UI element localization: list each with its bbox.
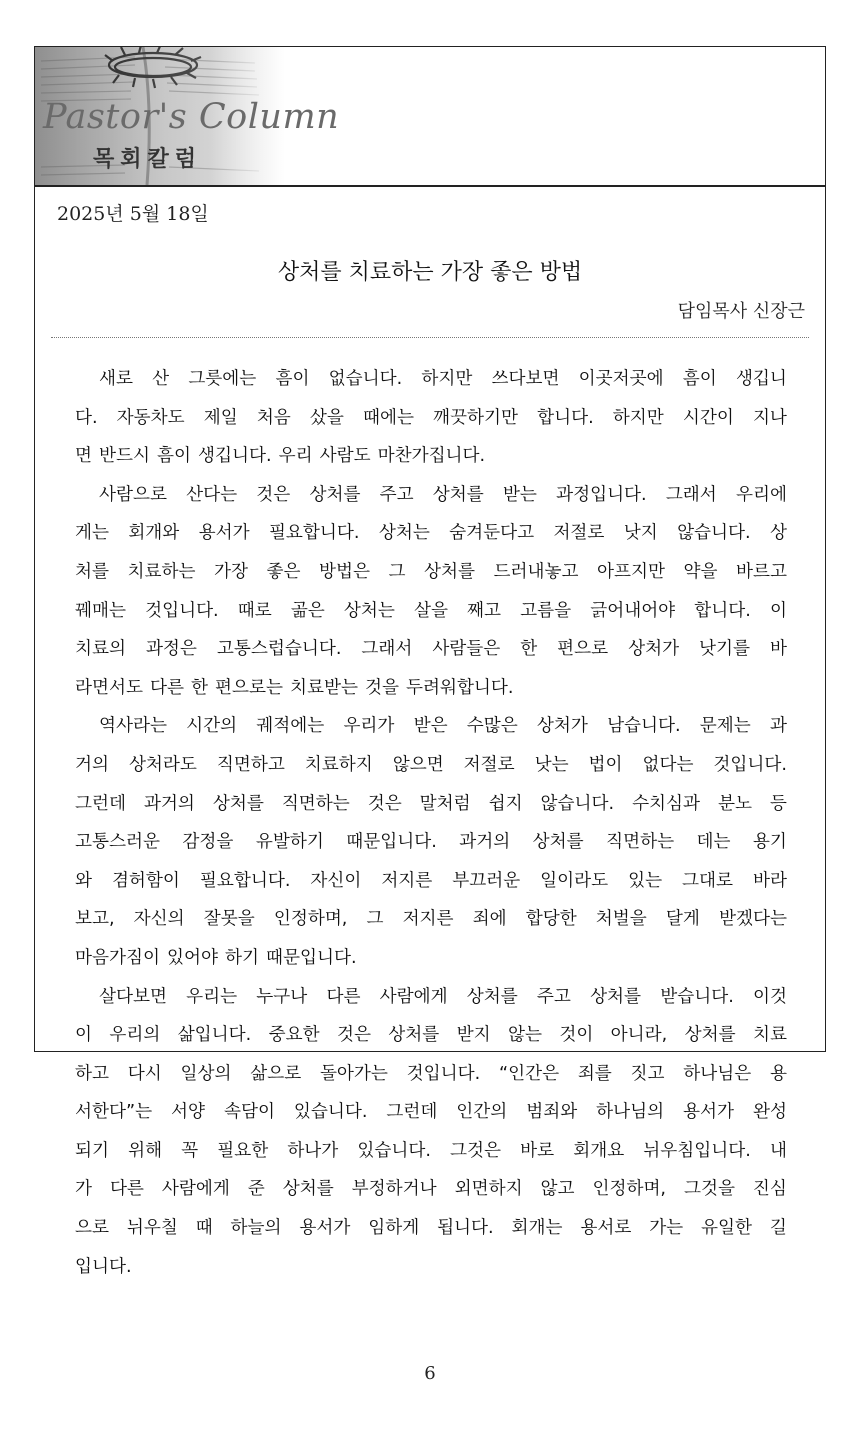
article-word: 때	[195, 1218, 213, 1239]
article-line	[75, 823, 787, 862]
article-word: 직면하고	[216, 754, 285, 775]
article-word: 좋은	[266, 561, 301, 582]
article-word: 상처를	[684, 1025, 736, 1046]
article-word: 낫지	[623, 523, 658, 544]
article-word: 주고	[379, 484, 414, 505]
article-word: 가장	[213, 561, 248, 582]
article-word: 한	[520, 639, 538, 660]
article-word: 삶으로	[250, 1063, 302, 1084]
article-word: 필요한	[217, 1140, 269, 1161]
article-word: 것은	[367, 793, 402, 814]
article-word: 다른	[109, 1179, 144, 1200]
article-word: 가는	[649, 1218, 684, 1239]
article-word: 죄를	[577, 1063, 612, 1084]
article-word: 회개요	[573, 1140, 625, 1161]
article-word: 회개는	[511, 1218, 563, 1239]
article-line	[75, 1248, 787, 1287]
article-word: 직면하는	[606, 832, 675, 853]
article-word: 상처가	[628, 639, 680, 660]
article-word: 있습니다.	[293, 1102, 368, 1123]
article-word: 죄에	[472, 909, 507, 930]
article-word: 외면하지	[454, 1179, 523, 1200]
article-word: 그래서	[665, 484, 717, 505]
article-word: 때문입니다.	[265, 947, 357, 968]
article-word: 이	[769, 600, 787, 621]
article-word: 째고	[467, 600, 502, 621]
article-word: 사람에게	[161, 1179, 230, 1200]
article-line	[75, 1209, 787, 1248]
column-brand-title: Pastor's Column	[43, 97, 340, 137]
article-word: 자동차도	[116, 407, 185, 428]
article-word: 없다는	[642, 754, 694, 775]
article-word: 치료의	[75, 639, 126, 660]
article-word: 사람들은	[432, 639, 501, 660]
article-word: 우리는	[186, 986, 238, 1007]
article-word: 낫기를	[699, 639, 751, 660]
article-word: 깨끗하기만	[433, 407, 519, 428]
article-word: 아프지만	[596, 561, 665, 582]
article-word: 치료하는	[127, 561, 196, 582]
article-word: 하기	[224, 947, 259, 968]
article-word: 과정은	[145, 639, 197, 660]
article-word: 유일한	[701, 1218, 753, 1239]
article-word: 다시	[127, 1063, 162, 1084]
article-line	[75, 437, 787, 476]
article-word: “인간은	[498, 1063, 560, 1084]
article-word: 있는	[628, 870, 663, 891]
article-word: 시간이	[682, 407, 734, 428]
article-word: 자신의	[133, 909, 185, 930]
article-word: 준	[247, 1179, 265, 1200]
article-word: 약을	[683, 561, 718, 582]
article-word: 겸허함이	[111, 870, 180, 891]
column-brand-subtitle: 목회칼럼	[93, 146, 203, 172]
article-word: 흠이	[275, 369, 310, 389]
article-line	[75, 360, 787, 399]
article-word: 이	[75, 1025, 92, 1046]
article-word: 상	[769, 523, 787, 544]
article-word: 짓고	[630, 1063, 665, 1084]
article-word: 되기	[75, 1140, 109, 1161]
column-header	[35, 47, 825, 187]
article-word: 거의	[75, 754, 109, 775]
article-word: 바로	[520, 1140, 555, 1161]
article-word: 하나가	[287, 1140, 339, 1161]
article-word: 라면서도	[75, 677, 143, 698]
article-word: 한	[190, 677, 208, 698]
article-word: 새로	[99, 369, 133, 389]
article-word: 상처를	[432, 484, 484, 505]
article-word: 하고	[75, 1063, 109, 1084]
article-word: 않으면	[392, 754, 444, 775]
article-word: 생깁니	[735, 369, 787, 389]
article-word: 받은	[413, 716, 448, 737]
article-word: 문제는	[699, 716, 751, 737]
article-word: 과거의	[459, 832, 511, 853]
article-word: 상처를	[282, 1179, 334, 1200]
article-word: 임하게	[368, 1218, 420, 1239]
article-word: 있습니다.	[357, 1140, 431, 1161]
article-word: 합니다.	[694, 600, 751, 621]
article-word: 하지만	[612, 407, 664, 428]
article-word: 상처를	[532, 832, 584, 853]
article-word: 않고	[540, 1179, 575, 1200]
article-line	[75, 514, 787, 553]
article-word: 우리	[278, 446, 313, 467]
column-frame	[34, 46, 826, 1277]
article-word: 삶입니다.	[177, 1025, 252, 1046]
article-word: 상처를	[590, 986, 642, 1007]
article-word: 감정을	[182, 832, 234, 853]
article-word: 잘못을	[203, 909, 255, 930]
article-word: 위해	[128, 1140, 163, 1161]
article-word: 법이	[588, 754, 623, 775]
article-word: 중요한	[268, 1025, 320, 1046]
article-word: 서한다”는	[75, 1102, 153, 1123]
article-word: 숨겨둔다고	[449, 523, 535, 544]
article-word: 용	[770, 1063, 787, 1084]
article-line	[75, 476, 787, 515]
article-line	[75, 630, 787, 669]
article-word: 두려워합니다.	[405, 677, 514, 698]
article-word: 회개와	[128, 523, 180, 544]
article-line	[75, 707, 787, 746]
article-word: 와	[75, 870, 92, 891]
article-word: 것은	[336, 1025, 371, 1046]
article-word: 과정입니다.	[556, 484, 647, 505]
article-word: 분노	[717, 793, 752, 814]
article-word: 누구나	[256, 986, 308, 1007]
article-word: 필요합니다.	[199, 870, 291, 891]
article-word: 상처가	[536, 716, 588, 737]
article-word: 생깁니다.	[198, 446, 272, 467]
article-line	[75, 592, 787, 631]
article-word: 상처를	[388, 1025, 440, 1046]
article-word: 않는	[507, 1025, 542, 1046]
article-word: 다른	[326, 986, 361, 1007]
article-word: 반드시	[99, 446, 150, 467]
article-word: 때문입니다.	[346, 832, 437, 853]
article-word: 직면하는	[281, 793, 350, 814]
article-word: 하나님은	[683, 1063, 752, 1084]
article-line	[75, 1093, 787, 1132]
page-number: 6	[424, 1363, 436, 1384]
article-line	[75, 553, 787, 592]
article-word: 산다는	[186, 484, 238, 505]
article-word: 남습니다.	[607, 716, 681, 737]
article-word: 있어야	[166, 947, 218, 968]
article-word: 그래서	[361, 639, 413, 660]
article-word: 내	[769, 1140, 787, 1161]
article-word: 사람으로	[99, 484, 167, 505]
article-word: 뉘우칠	[126, 1218, 178, 1239]
article-word: 상처를	[309, 484, 361, 505]
article-word: 고름을	[520, 600, 572, 621]
article-word: 일이라도	[540, 870, 609, 891]
article-word: 바라	[752, 870, 787, 891]
article-word: 게는	[75, 523, 109, 544]
article-word: 수많은	[466, 716, 518, 737]
article-word: 범죄와	[526, 1102, 578, 1123]
article-line	[75, 669, 787, 708]
article-word: 상처를	[212, 793, 264, 814]
article-word: 것을	[364, 677, 399, 698]
article-word: 그대로	[682, 870, 734, 891]
article-body	[75, 360, 787, 1286]
article-word: 우리가	[343, 716, 395, 737]
article-line	[75, 900, 787, 939]
article-word: 것입니다.	[713, 754, 787, 775]
article-word: 쓰다보면	[491, 369, 560, 389]
article-line	[75, 939, 787, 978]
article-word: 흠이	[682, 369, 717, 389]
article-word: 받지	[456, 1025, 491, 1046]
article-word: 주고	[536, 986, 571, 1007]
article-word: 그것을	[683, 1179, 735, 1200]
article-author: 담임목사 신장근	[677, 301, 805, 322]
article-line	[75, 1055, 787, 1094]
article-word: 처음	[256, 407, 291, 428]
dotted-divider	[51, 337, 809, 338]
article-word: 긁어내어야	[590, 600, 676, 621]
article-word: 부끄러운	[452, 870, 521, 891]
article-word: 완성	[752, 1102, 787, 1123]
article-word: 상처는	[343, 600, 395, 621]
article-word: 말처럼	[419, 793, 471, 814]
article-word: 용기	[752, 832, 787, 853]
article-word: 다.	[75, 407, 98, 428]
article-word: 역사라는	[99, 716, 167, 737]
article-word: 다른	[149, 677, 184, 698]
article-word: 됩니다.	[437, 1218, 494, 1239]
article-word: 않습니다.	[677, 523, 751, 544]
article-word: 일상의	[180, 1063, 232, 1084]
article-word: 그	[366, 909, 384, 930]
article-word: 입니다.	[75, 1256, 132, 1277]
article-word: 속담이	[223, 1102, 275, 1123]
article-word: 하늘의	[230, 1218, 282, 1239]
article-word: 합니다.	[537, 407, 594, 428]
article-word: 마찬가집니다.	[377, 446, 486, 467]
article-line	[75, 746, 787, 785]
article-word: 용서가	[683, 1102, 735, 1123]
article-word: 궤적에는	[256, 716, 325, 737]
article-word: 뉘우침입니다.	[643, 1140, 751, 1161]
article-word: 때로	[237, 600, 272, 621]
article-word: 받겠다는	[718, 909, 787, 930]
article-word: 부정하거나	[351, 1179, 437, 1200]
article-word: 쉽지	[488, 793, 523, 814]
article-word: 상처라도	[128, 754, 197, 775]
article-word: 그런데	[386, 1102, 438, 1123]
article-line	[75, 978, 787, 1017]
article-word: 처벌을	[595, 909, 647, 930]
article-word: 살다보면	[99, 986, 167, 1007]
article-word: 등	[769, 793, 787, 814]
article-word: 저지른	[381, 870, 433, 891]
article-word: 것은	[256, 484, 291, 505]
article-word: 받는	[502, 484, 537, 505]
article-word: 치료하지	[304, 754, 373, 775]
article-word: 샀을	[309, 407, 344, 428]
article-word: 합당한	[525, 909, 577, 930]
article-word: 산	[152, 369, 170, 389]
article-word: 그릇에는	[188, 369, 257, 389]
article-word: 하지만	[421, 369, 473, 389]
article-word: 하나님의	[596, 1102, 665, 1123]
article-word: 저절로	[463, 754, 515, 775]
article-word: 이곳저곳에	[578, 369, 664, 389]
article-word: 사람에게	[379, 986, 448, 1007]
article-word: 그런데	[75, 793, 126, 814]
article-word: 시간의	[186, 716, 238, 737]
article-word: 그	[388, 561, 406, 582]
article-word: 바	[769, 639, 787, 660]
article-word: 용서가	[299, 1218, 351, 1239]
article-line	[75, 399, 787, 438]
article-word: 아니라,	[610, 1025, 668, 1046]
article-word: 과거의	[143, 793, 195, 814]
article-word: 서양	[171, 1102, 206, 1123]
article-word: 처를	[75, 561, 109, 582]
article-word: 고통스럽습니다.	[216, 639, 342, 660]
article-word: 인정하며,	[273, 909, 348, 930]
article-word: 낫는	[534, 754, 569, 775]
article-word: 용서로	[580, 1218, 632, 1239]
article-word: 않습니다.	[540, 793, 615, 814]
article-word: 보고,	[75, 909, 115, 930]
article-word: 받습니다.	[660, 986, 734, 1007]
article-word: 때에는	[362, 407, 414, 428]
article-word: 상처를	[466, 986, 518, 1007]
article-word: 흠이	[157, 446, 191, 467]
article-word: 상처를	[423, 561, 475, 582]
article-word: 유발하기	[255, 832, 324, 853]
article-word: 저절로	[553, 523, 605, 544]
article-word: 상처는	[378, 523, 430, 544]
article-word: 편으로	[557, 639, 609, 660]
article-word: 인간의	[456, 1102, 508, 1123]
article-word: 방법은	[318, 561, 370, 582]
article-word: 사람도	[319, 446, 371, 467]
article-word: 용서가	[198, 523, 250, 544]
article-title: 상처를 치료하는 가장 좋은 방법	[277, 260, 583, 285]
article-word: 것입니다.	[145, 600, 219, 621]
article-line	[75, 1132, 787, 1171]
article-word: 것이	[559, 1025, 594, 1046]
article-word: 없습니다.	[328, 369, 403, 389]
article-word: 꼭	[181, 1140, 199, 1161]
article-word: 면	[75, 446, 92, 467]
article-word: 편으로는	[214, 677, 283, 698]
article-line	[75, 785, 787, 824]
article-word: 데는	[696, 832, 731, 853]
article-word: 필요합니다.	[268, 523, 360, 544]
article-word: 우리의	[109, 1025, 161, 1046]
article-word: 지나	[752, 407, 787, 428]
article-word: 과	[769, 716, 787, 737]
article-word: 자신이	[310, 870, 362, 891]
article-word: 제일	[203, 407, 238, 428]
article-word: 이것	[752, 986, 787, 1007]
article-word: 돌아가는	[319, 1063, 388, 1084]
article-word: 길	[769, 1218, 787, 1239]
article-line	[75, 862, 787, 901]
article-word: 인정하며,	[592, 1179, 667, 1200]
article-word: 것입니다.	[406, 1063, 481, 1084]
article-word: 우리에	[735, 484, 787, 505]
article-word: 그것은	[450, 1140, 502, 1161]
article-word: 드러내놓고	[493, 561, 579, 582]
article-line	[75, 1170, 787, 1209]
article-word: 고통스러운	[75, 832, 160, 853]
article-word: 곪은	[290, 600, 325, 621]
article-word: 수치심과	[632, 793, 701, 814]
article-word: 달게	[665, 909, 700, 930]
article-word: 저지른	[402, 909, 454, 930]
article-word: 바르고	[735, 561, 787, 582]
article-word: 꿰매는	[75, 600, 126, 621]
article-word: 진심	[752, 1179, 787, 1200]
article-word: 치료	[752, 1025, 787, 1046]
article-word: 살을	[413, 600, 448, 621]
article-word: 가	[75, 1179, 92, 1200]
article-word: 치료받는	[289, 677, 358, 698]
article-word: 으로	[75, 1218, 109, 1239]
article-word: 마음가짐이	[75, 947, 160, 968]
issue-date: 2025년 5월 18일	[57, 203, 209, 225]
article-line	[75, 1016, 787, 1055]
